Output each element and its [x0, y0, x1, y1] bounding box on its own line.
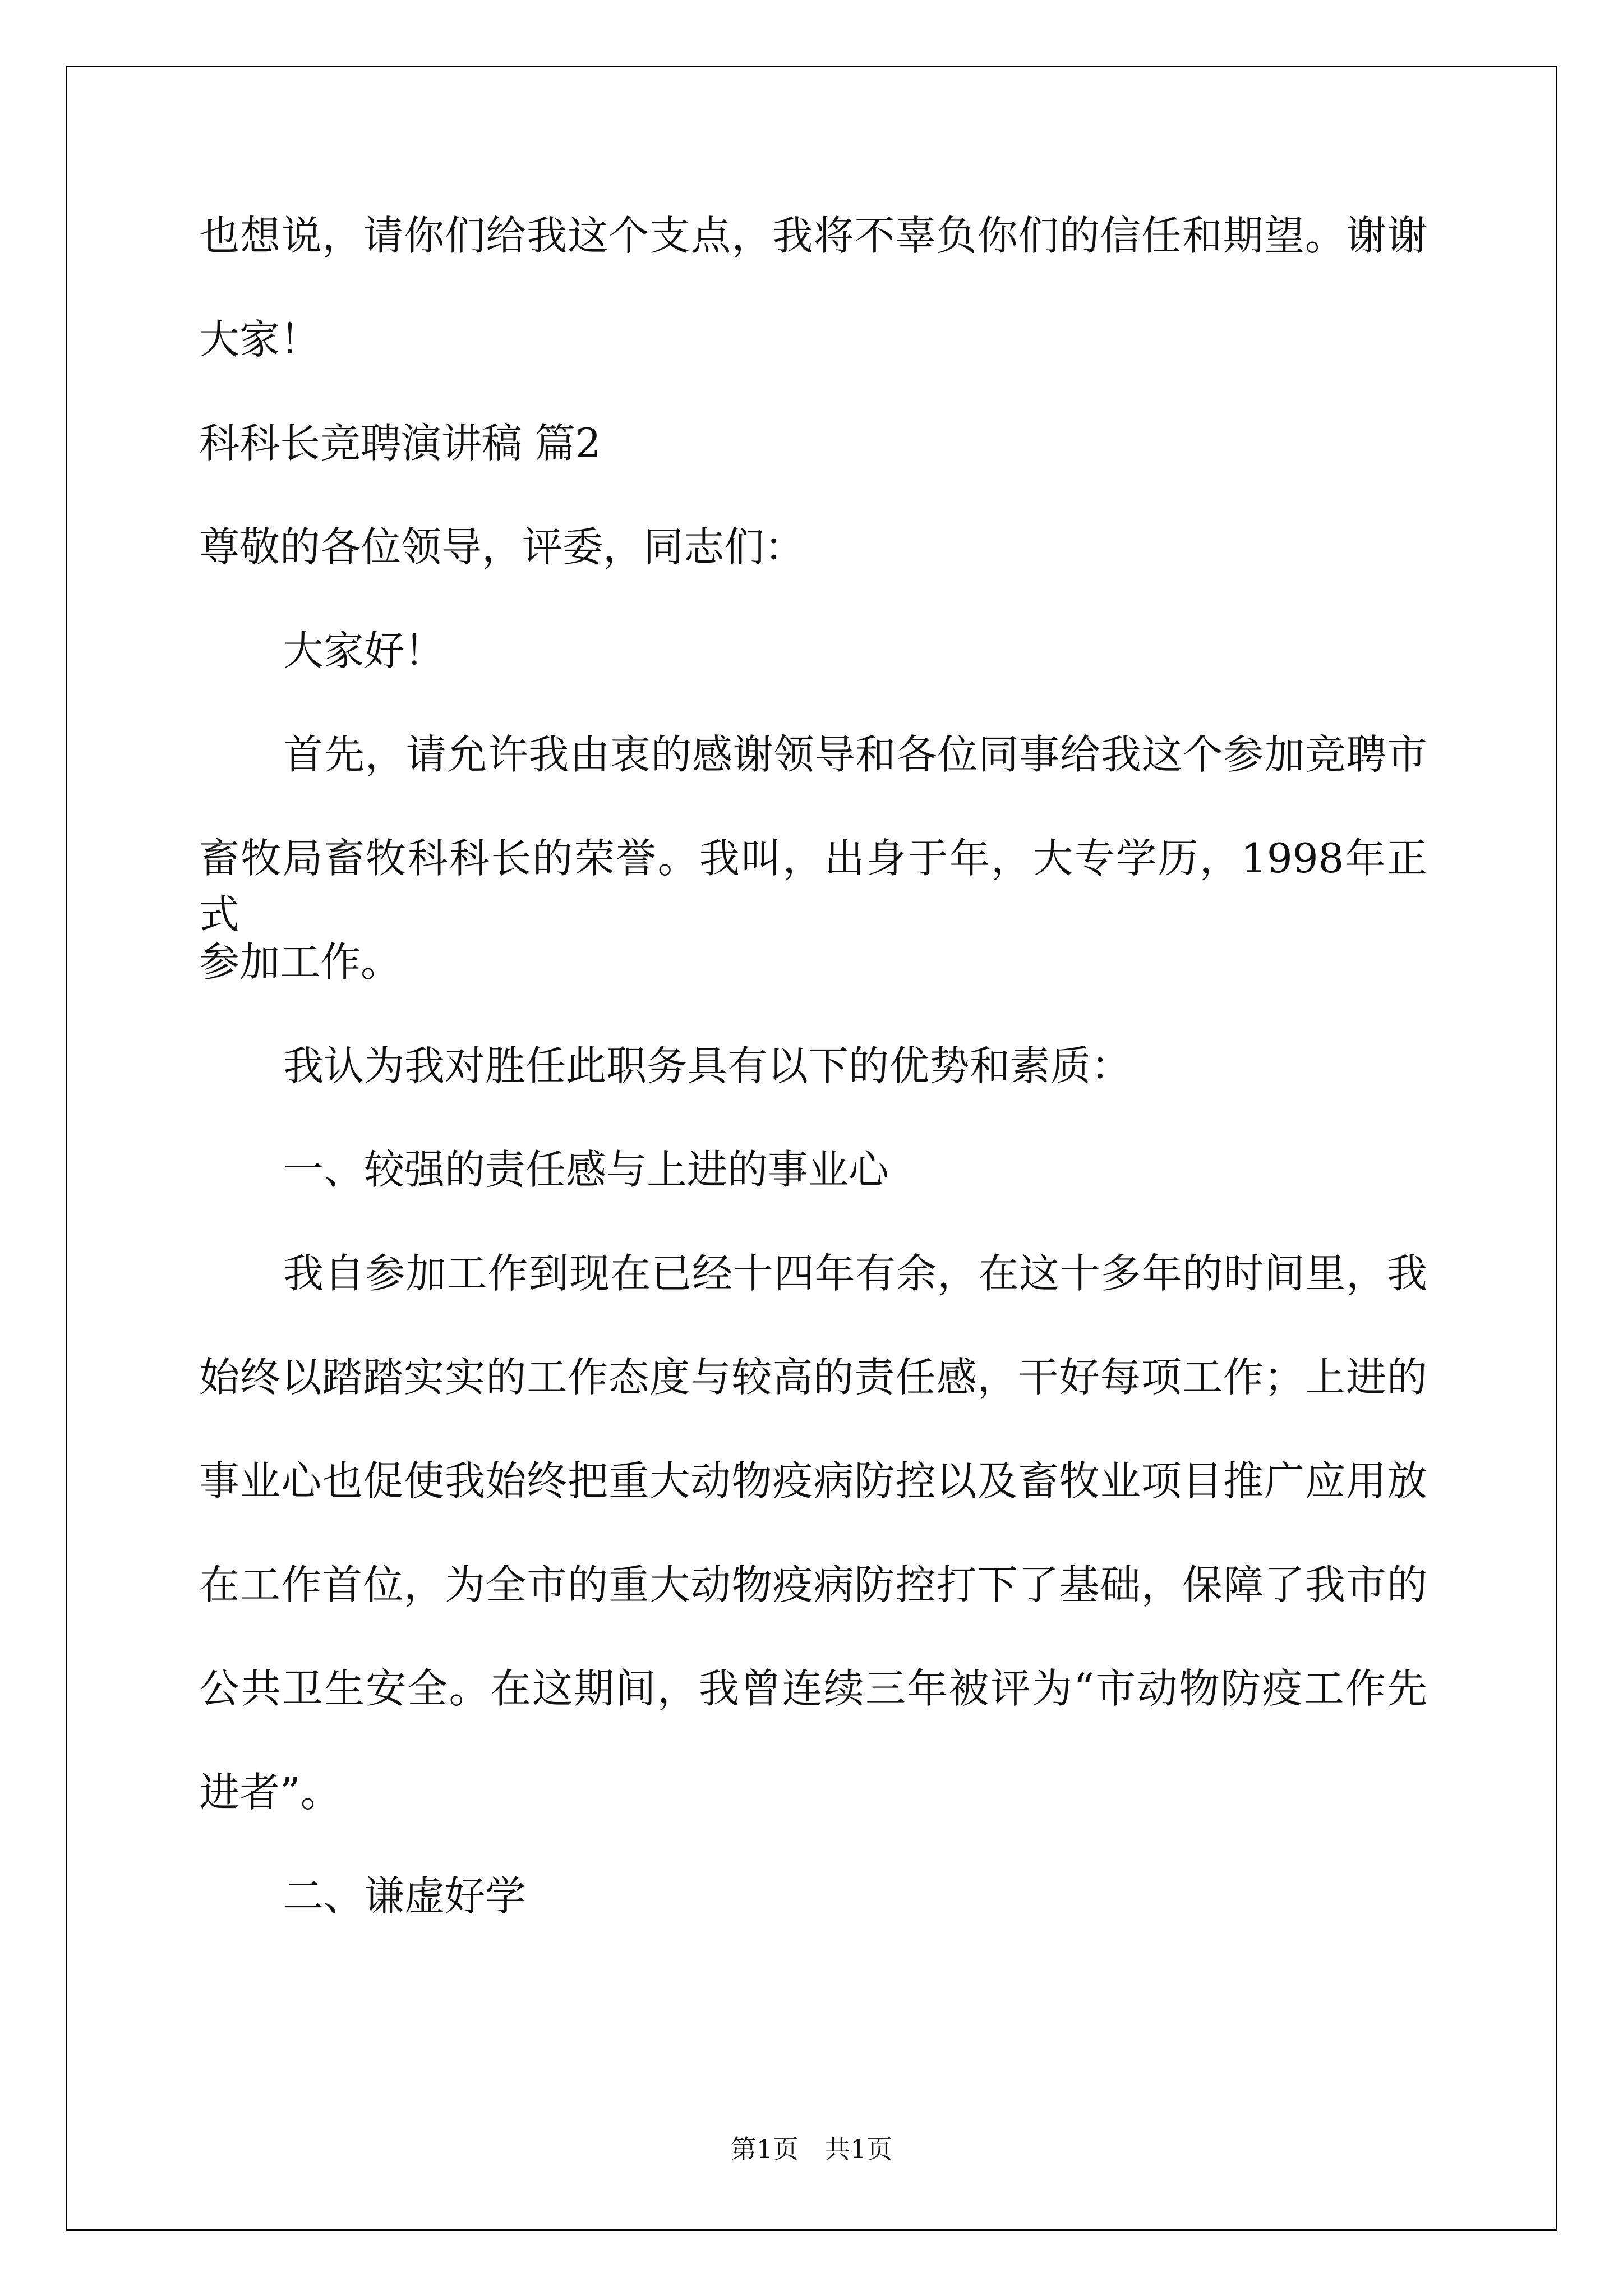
page-footer: 第1页 共1页	[730, 2134, 893, 2164]
paragraph-line: 公共卫生安全。在这期间，我曾连续三年被评为“市动物防疫工作先	[199, 1665, 1427, 1712]
paragraph-line: 也想说，请你们给我这个支点，我将不辜负你们的信任和期望。谢谢	[199, 212, 1427, 259]
greeting: 大家好！	[283, 627, 445, 674]
paragraph-line: 始终以踏踏实实的工作态度与较高的责任感，干好每项工作；上进的	[199, 1354, 1427, 1401]
salutation: 尊敬的各位领导，评委，同志们：	[199, 523, 805, 570]
paragraph-line: 我自参加工作到现在已经十四年有余，在这十多年的时间里，我	[283, 1250, 1427, 1297]
paragraph-line: 在工作首位，为全市的重大动物疫病防控打下了基础，保障了我市的	[199, 1561, 1427, 1608]
subheading: 一、较强的责任感与上进的事业心	[283, 1146, 889, 1193]
paragraph-line: 首先，请允许我由衷的感谢领导和各位同事给我这个参加竞聘市	[283, 731, 1427, 778]
paragraph-line: 进者”。	[199, 1769, 341, 1816]
paragraph-line: 参加工作。	[199, 938, 402, 986]
paragraph-line: 事业心也促使我始终把重大动物疫病防控以及畜牧业项目推广应用放	[199, 1457, 1427, 1504]
paragraph-line: 畜牧局畜牧科科长的荣誉。我叫，出身于年，大专学历，1998年正式	[199, 835, 1427, 938]
section-heading: 科科长竞聘演讲稿 篇2	[199, 420, 601, 467]
paragraph-line: 我认为我对胜任此职务具有以下的优势和素质：	[283, 1042, 1132, 1089]
subheading: 二、谦虚好学	[283, 1872, 526, 1920]
paragraph-line: 大家！	[199, 316, 321, 363]
